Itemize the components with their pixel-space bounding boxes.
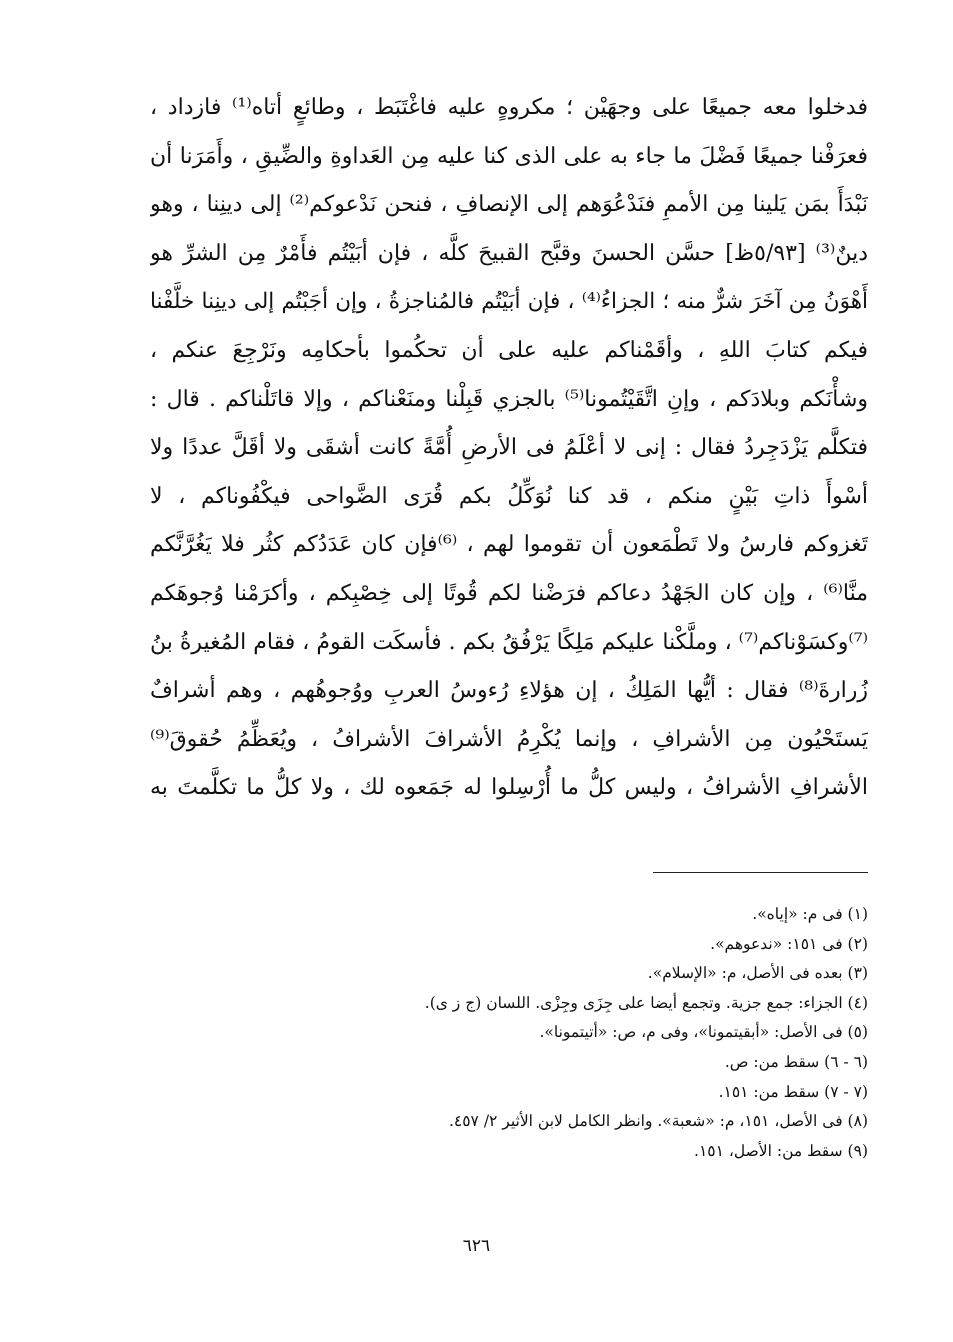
text-line: دينٌ⁽³⁾ [٥/٩٣ظ] حسَّن الحسنَ وقبَّح القبيحَ كلَّه ، فإن أبَيْتُم فأَمْرٌ مِن الشرِّ هو — [150, 240, 868, 266]
text-line: فيكم كتابَ اللهِ ، وأقَمْناكم عليه على أن تحكُموا بأحكامِه ونَرْجِعَ عنكم ، — [150, 337, 868, 363]
text-line: الأشرافِ الأشرافُ ، وليس كلُّ ما أُرْسِلوا له جَمَعوه لك ، ولا كلُّ ما تكلَّمتَ به — [150, 775, 868, 801]
text-line: فتكلَّم يَزْدَجِردُ فقال : إنى لا أعْلَمُ فى الأرضِ أُمَّةً كانت أشقَى ولا أقَلَّ عددًا ولا — [150, 435, 868, 461]
text-line: فعرَفْنا جميعًا فَضْلَ ما جاء به على الذى كنا عليه مِن العَداوةِ والضِّيقِ ، وأَمَرَنا أن — [150, 143, 868, 169]
text-line: يَستَحْيُون مِن الأشرافِ ، وإنما يُكْرِمُ الأشرافَ الأشرافُ ، ويُعَظِّمُ حُقوقَ⁽⁹⁾ — [150, 726, 868, 752]
footnote-divider — [653, 872, 868, 873]
footnote: (٦ - ٦) سقط من: ص. — [724, 1052, 868, 1071]
footnote: (٤) الجزاء: جمع جزية. وتجمع أيضا على جِزَى وجِزْى. اللسان (ج ز ى). — [424, 993, 868, 1012]
footnotes — [150, 900, 868, 1166]
text-line: نَبْدَأَ بمَن يَلينا مِن الأممِ فنَدْعُوَهم إلى الإنصافِ ، فنحن نَدْعوكم⁽²⁾ إلى دينِنا ، وهو — [150, 192, 868, 218]
footnote: (٧ - ٧) سقط من: ١٥١. — [718, 1082, 868, 1101]
text-line: أَهْوَنُ مِن آخَرَ شرٌّ منه ؛ الجزاءُ⁽⁴⁾ ، فإن أبَيْتُم فالمُناجزةُ ، وإن أجَبْتُم إلى دينِنا خلَّفْنا — [150, 289, 868, 315]
footnote: (١) فى م: «إياه». — [752, 905, 868, 923]
footnote: (٨) فى الأصل، ١٥١، م: «شعبة». وانظر الكامل لابن الأثير ٢/ ٤٥٧. — [448, 1112, 868, 1131]
text-line: منَّا⁽⁶⁾ ، وإن كان الجَهْدُ دعاكم فرَضْنا لكم قُوتًا إلى خِصْبِكم ، وأكرَمْنا وُجوهَكم — [150, 580, 868, 606]
text-line: فدخلوا معه جميعًا على وجهَيْن ؛ مكروهٍ عليه فاغْتَبَط ، وطائعٍ أتاه⁽¹⁾ فازداد ، — [150, 95, 868, 120]
footnote: (٣) بعده فى الأصل، م: «الإسلام». — [647, 964, 868, 983]
text-line: تَغزوكم فارسُ ولا تَطْمَعون أن تقوموا لهم ، ⁽⁶⁾فإن كان عَدَدُكم كثُر فلا يَغُرَّنَّكم — [150, 532, 868, 558]
footnote: (٩) سقط من: الأصل، ١٥١. — [694, 1141, 868, 1160]
text-line: ⁽⁷⁾وكسَوْناكم⁽⁷⁾ ، وملَّكْنا عليكم مَلِكًا يَرْفُقُ بكم . فأسكَت القومُ ، فقام المُغيرةُ بنُ — [150, 629, 868, 655]
text-line: وشأْنَكم وبلادَكم ، وإنِ اتَّقَيْتُمونا⁽⁵⁾ بالجزي قَبِلْنا ومنَعْناكم ، وإلا قاتَلْناكم . قال : — [150, 386, 868, 412]
footnote: (٥) فى الأصل: «أبقيتمونا»، وفى م، ص: «أتيتمونا». — [539, 1023, 868, 1042]
main-text — [150, 84, 868, 813]
page-number: ٦٢٦ — [462, 1236, 491, 1256]
footnote: (٢) فى ١٥١: «ندعوهم». — [710, 934, 868, 953]
text-line: زُرارةَ⁽⁸⁾ فقال : أيُّها المَلِكُ ، إن هؤلاءِ رُءوسُ العربِ ووُجوهُهم ، وهم أشرافٌ — [150, 678, 868, 704]
text-line: أسْوأَ ذاتِ بَيْنٍ منكم ، قد كنا نُوَكِّلُ بكم قُرَى الضَّواحى فيكْفُوناكم ، لا — [150, 483, 868, 509]
